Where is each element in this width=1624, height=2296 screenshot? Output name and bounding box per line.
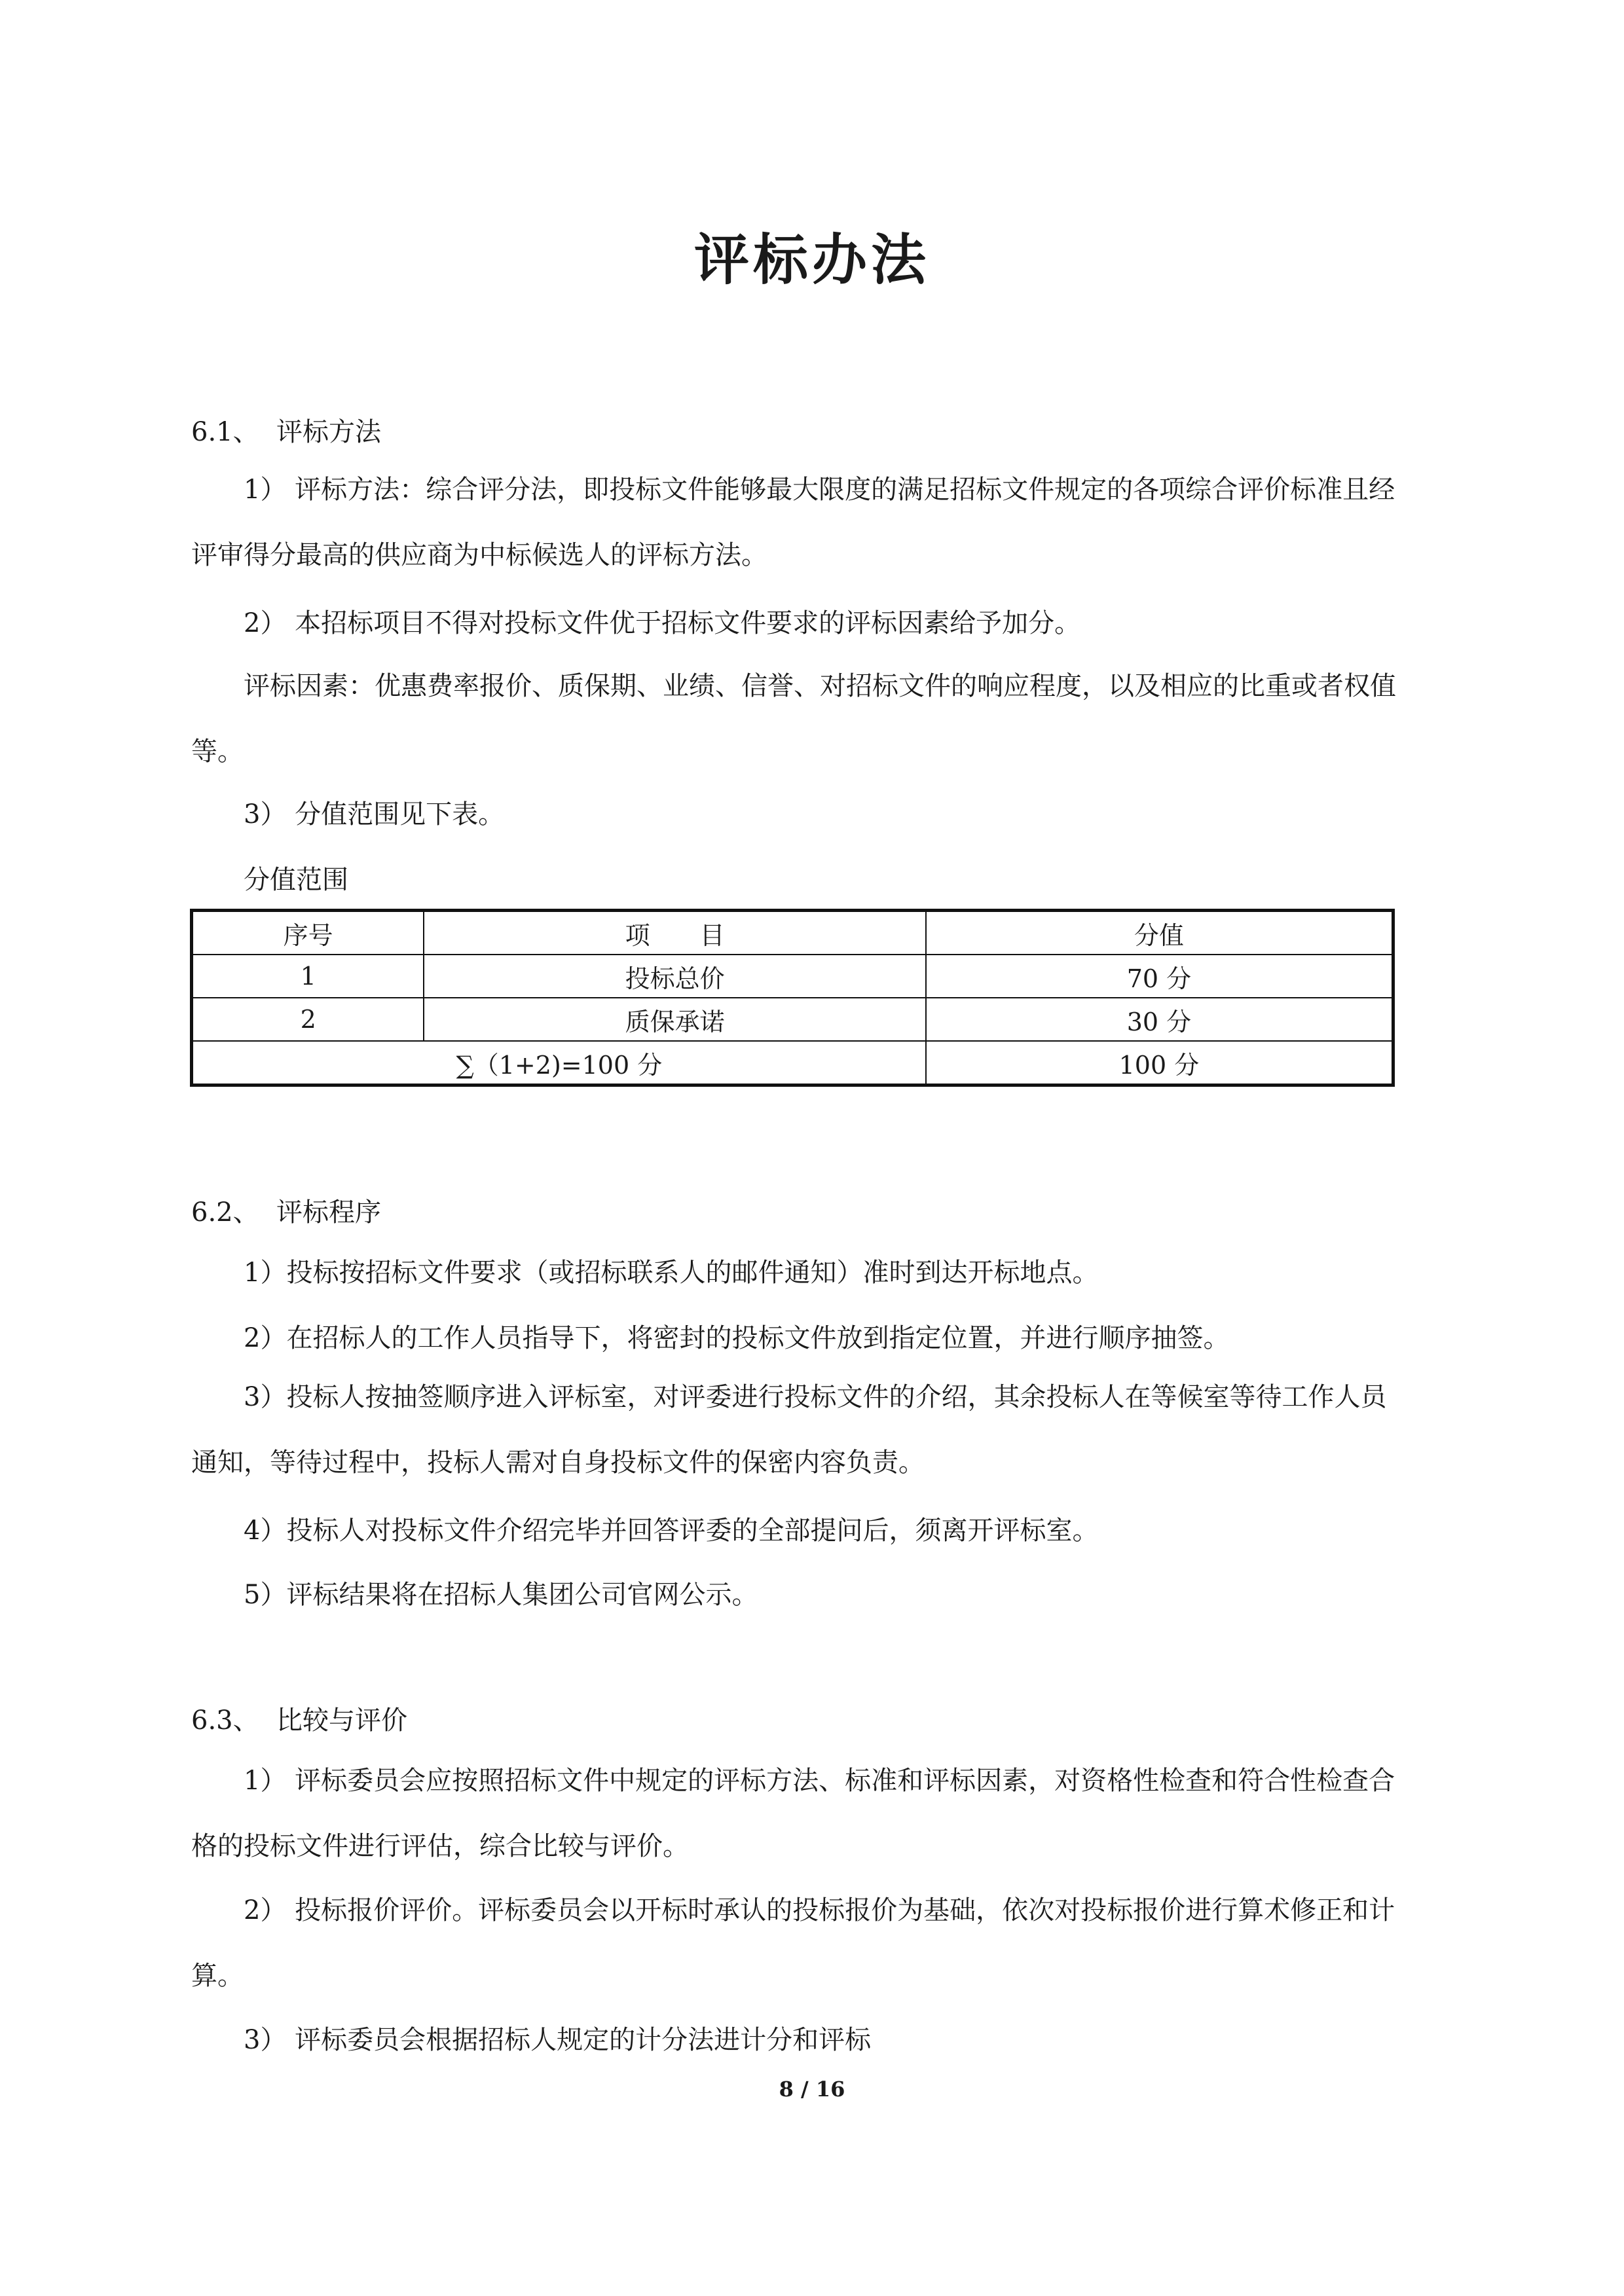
table-cell: 30 分 — [926, 998, 1393, 1041]
table-header-cell: 分值 — [926, 911, 1393, 955]
section-heading-6-1 — [191, 411, 381, 448]
score-range-table — [190, 909, 1395, 1087]
table-cell: 70 分 — [926, 955, 1393, 998]
paragraph-evaluation-factors: 评标因素：优惠费率报价、质保期、业绩、信誉、对招标文件的响应程度，以及相应的比重或者权值等。 — [191, 671, 1396, 767]
section-title: 评标方法 — [276, 417, 381, 447]
section-number: 6.3、 — [191, 1705, 259, 1736]
paragraph-no-bonus: 2） 本招标项目不得对投标文件优于招标文件要求的评标因素给予加分。 — [244, 608, 1081, 638]
section-title: 评标程序 — [276, 1197, 381, 1228]
table-header-row — [192, 911, 1393, 955]
section-heading-6-2 — [191, 1192, 381, 1229]
paragraph-scoring-rule: 3） 评标委员会根据招标人规定的计分法进计分和评标 — [244, 2025, 872, 2055]
table-cell: 2 — [192, 998, 424, 1041]
table-header-cell: 序号 — [192, 911, 424, 955]
list-item: 2）在招标人的工作人员指导下，将密封的投标文件放到指定位置，并进行顺序抽签。 — [244, 1323, 1230, 1353]
list-item: 3）投标人按抽签顺序进入评标室，对评委进行投标文件的介绍，其余投标人在等候室等待工作人员通知，等待过程中，投标人需对自身投标文件的保密内容负责。 — [191, 1382, 1387, 1478]
paragraph-scoring-method: 1） 评标方法：综合评分法，即投标文件能够最大限度的满足招标文件规定的各项综合评价标准且经评审得分最高的供应商为中标候选人的评标方法。 — [191, 475, 1395, 570]
section-number: 6.2、 — [191, 1197, 259, 1228]
table-cell: 质保承诺 — [424, 998, 926, 1041]
list-item: 5）评标结果将在招标人集团公司官网公示。 — [244, 1580, 758, 1610]
table-cell: 1 — [192, 955, 424, 998]
section-heading-6-3 — [191, 1700, 407, 1737]
table-header-cell: 项 目 — [424, 911, 926, 955]
table-total-row — [192, 1041, 1393, 1085]
section-title: 比较与评价 — [276, 1705, 407, 1736]
paragraph-score-range-note: 3） 分值范围见下表。 — [244, 799, 505, 829]
paragraph-price-evaluation: 2） 投标报价评价。评标委员会以开标时承认的投标报价为基础，依次对投标报价进行算术修正和计算。 — [191, 1895, 1395, 1991]
table-total-label: ∑（1+2)=100 分 — [192, 1041, 926, 1085]
list-item: 1）投标按招标文件要求（或招标联系人的邮件通知）准时到达开标地点。 — [244, 1258, 1099, 1288]
table-row — [192, 955, 1393, 998]
page-number: 8 / 16 — [779, 2077, 845, 2102]
page-title: 评标办法 — [693, 227, 930, 292]
section-number: 6.1、 — [191, 417, 259, 447]
table-cell: 投标总价 — [424, 955, 926, 998]
paragraph-comparison: 1） 评标委员会应按照招标文件中规定的评标方法、标准和评标因素，对资格性检查和符合性检查合格的投标文件进行评估，综合比较与评价。 — [191, 1766, 1395, 1861]
table-total-value: 100 分 — [926, 1041, 1393, 1085]
list-item: 4）投标人对投标文件介绍完毕并回答评委的全部提问后，须离开评标室。 — [244, 1516, 1099, 1546]
table-caption: 分值范围 — [244, 865, 348, 895]
table-row — [192, 998, 1393, 1041]
